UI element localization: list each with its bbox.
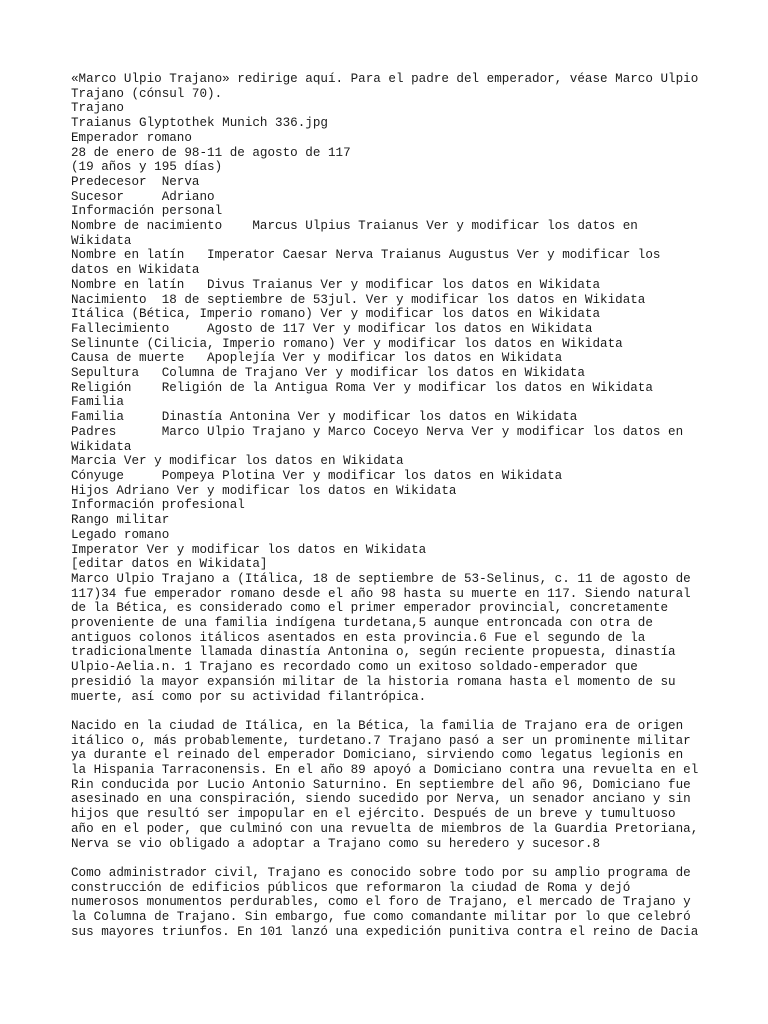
infobox-line: Traianus Glyptothek Munich 336.jpg — [71, 116, 328, 131]
infobox-line: Sepultura Columna de Trajano Ver y modificar los datos en Wikidata — [71, 366, 585, 381]
paragraph-line: Nacido en la ciudad de Itálica, en la Bética, la familia de Trajano era de origen — [71, 718, 684, 733]
infobox-line: Nombre en latín Divus Traianus Ver y modificar los datos en Wikidata — [71, 277, 601, 292]
infobox-line: Religión Religión de la Antigua Roma Ver y modificar los datos en Wikidata — [71, 380, 653, 395]
paragraph-spacer — [71, 851, 699, 866]
paragraph-line: proveniente de una familia indígena turdetana,5 aunque entroncada con otra de — [71, 616, 653, 631]
infobox-line: Itálica (Bética, Imperio romano) Ver y modificar los datos en Wikidata — [71, 307, 601, 322]
paragraph-line: Nerva se vio obligado a adoptar a Trajano como su heredero y sucesor.8 — [71, 836, 601, 851]
paragraph-line: 117)34 fue emperador romano desde el año 98 hasta su muerte en 117. Siendo natural — [71, 586, 691, 601]
infobox-line: Cónyuge Pompeya Plotina Ver y modificar los datos en Wikidata — [71, 468, 563, 483]
infobox-line: Wikidata — [71, 233, 132, 248]
infobox-line: Causa de muerte Apoplejía Ver y modificar los datos en Wikidata — [71, 351, 563, 366]
paragraph-line: tradicionalmente llamada dinastía Antonina o, según reciente propuesta, dinastía — [71, 645, 676, 660]
paragraph — [71, 719, 699, 851]
infobox-line: Predecesor Nerva — [71, 174, 200, 189]
paragraph-line: presidió la mayor expansión militar de la historia romana hasta el momento de su — [71, 674, 676, 689]
infobox-line: [editar datos en Wikidata] — [71, 557, 268, 572]
paragraph-line: ya durante el reinado del emperador Domiciano, sirviendo como legatus legionis en — [71, 748, 684, 763]
infobox-line: Trajano — [71, 101, 124, 116]
infobox-line: Marcia Ver y modificar los datos en Wikidata — [71, 454, 404, 469]
paragraph-line: construcción de edificios públicos que reformaron la ciudad de Roma y dejó — [71, 880, 631, 895]
paragraph-line: asesinado en una conspiración, siendo sucedido por Nerva, un senador anciano y sin — [71, 792, 691, 807]
paragraph-line: hijos que resultó ser impopular en el ejército. Después de un breve y tumultuoso — [71, 807, 676, 822]
infobox-line: Rango militar — [71, 513, 170, 528]
paragraph-line: Rin conducida por Lucio Antonio Saturnino. En septiembre del año 96, Domiciano fue — [71, 777, 691, 792]
paragraph-line: sus mayores triunfos. En 101 lanzó una expedición punitiva contra el reino de Dacia — [71, 924, 699, 939]
paragraph — [71, 866, 699, 940]
paragraph-line: Como administrador civil, Trajano es conocido sobre todo por su amplio programa de — [71, 865, 691, 880]
infobox-line: Familia Dinastía Antonina Ver y modificar los datos en Wikidata — [71, 410, 578, 425]
infobox-line: Nombre de nacimiento Marcus Ulpius Traianus Ver y modificar los datos en — [71, 219, 638, 234]
article-body — [71, 572, 699, 940]
paragraph-line: Marco Ulpio Trajano a (Itálica, 18 de septiembre de 53-Selinus, c. 11 de agosto de — [71, 571, 691, 586]
infobox-line: Trajano (cónsul 70). — [71, 86, 223, 101]
infobox-line: datos en Wikidata — [71, 263, 200, 278]
infobox-line: Padres Marco Ulpio Trajano y Marco Coceyo Nerva Ver y modificar los datos en — [71, 424, 684, 439]
infobox-line: Selinunte (Cilicia, Imperio romano) Ver y modificar los datos en Wikidata — [71, 336, 623, 351]
paragraph-line: itálico o, más probablemente, turdetano.7 Trajano pasó a ser un prominente militar — [71, 733, 691, 748]
paragraph — [71, 572, 699, 704]
infobox-line: Sucesor Adriano — [71, 189, 215, 204]
infobox-line: Información personal — [71, 204, 223, 219]
paragraph-line: la Columna de Trajano. Sin embargo, fue como comandante militar por lo que celebró — [71, 910, 691, 925]
infobox-line: Fallecimiento Agosto de 117 Ver y modificar los datos en Wikidata — [71, 321, 593, 336]
infobox-line: «Marco Ulpio Trajano» redirige aquí. Para el padre del emperador, véase Marco Ulpio — [71, 72, 699, 86]
infobox-line: Legado romano — [71, 527, 170, 542]
paragraph-spacer — [71, 704, 699, 719]
infobox-line: Nombre en latín Imperator Caesar Nerva Traianus Augustus Ver y modificar los — [71, 248, 661, 263]
infobox-line: Hijos Adriano Ver y modificar los datos en Wikidata — [71, 483, 457, 498]
paragraph-line: muerte, así como por su actividad filantrópica. — [71, 689, 427, 704]
infobox-line: (19 años y 195 días) — [71, 160, 223, 175]
infobox-line: Información profesional — [71, 498, 245, 513]
infobox-line: Familia — [71, 395, 124, 410]
document-body — [71, 72, 699, 939]
paragraph-line: numerosos monumentos perdurables, como el foro de Trajano, el mercado de Trajano y — [71, 895, 691, 910]
infobox-line: Nacimiento 18 de septiembre de 53jul. Ver y modificar los datos en Wikidata — [71, 292, 646, 307]
infobox-text — [71, 72, 699, 572]
infobox-line: Imperator Ver y modificar los datos en Wikidata — [71, 542, 427, 557]
paragraph-line: Ulpio-Aelia.n. 1 Trajano es recordado como un exitoso soldado-emperador que — [71, 660, 638, 675]
paragraph-line: año en el poder, que culminó con una revuelta de miembros de la Guardia Pretoriana, — [71, 821, 699, 836]
paragraph-line: la Hispania Tarraconensis. En el año 89 apoyó a Domiciano contra una revuelta en el — [71, 763, 699, 778]
infobox-line: Emperador romano — [71, 130, 192, 145]
infobox-line: Wikidata — [71, 439, 132, 454]
paragraph-line: de la Bética, es considerado como el primer emperador provincial, concretamente — [71, 601, 669, 616]
infobox-line: 28 de enero de 98-11 de agosto de 117 — [71, 145, 351, 160]
paragraph-line: antiguos colonos itálicos asentados en esta provincia.6 Fue el segundo de la — [71, 630, 646, 645]
